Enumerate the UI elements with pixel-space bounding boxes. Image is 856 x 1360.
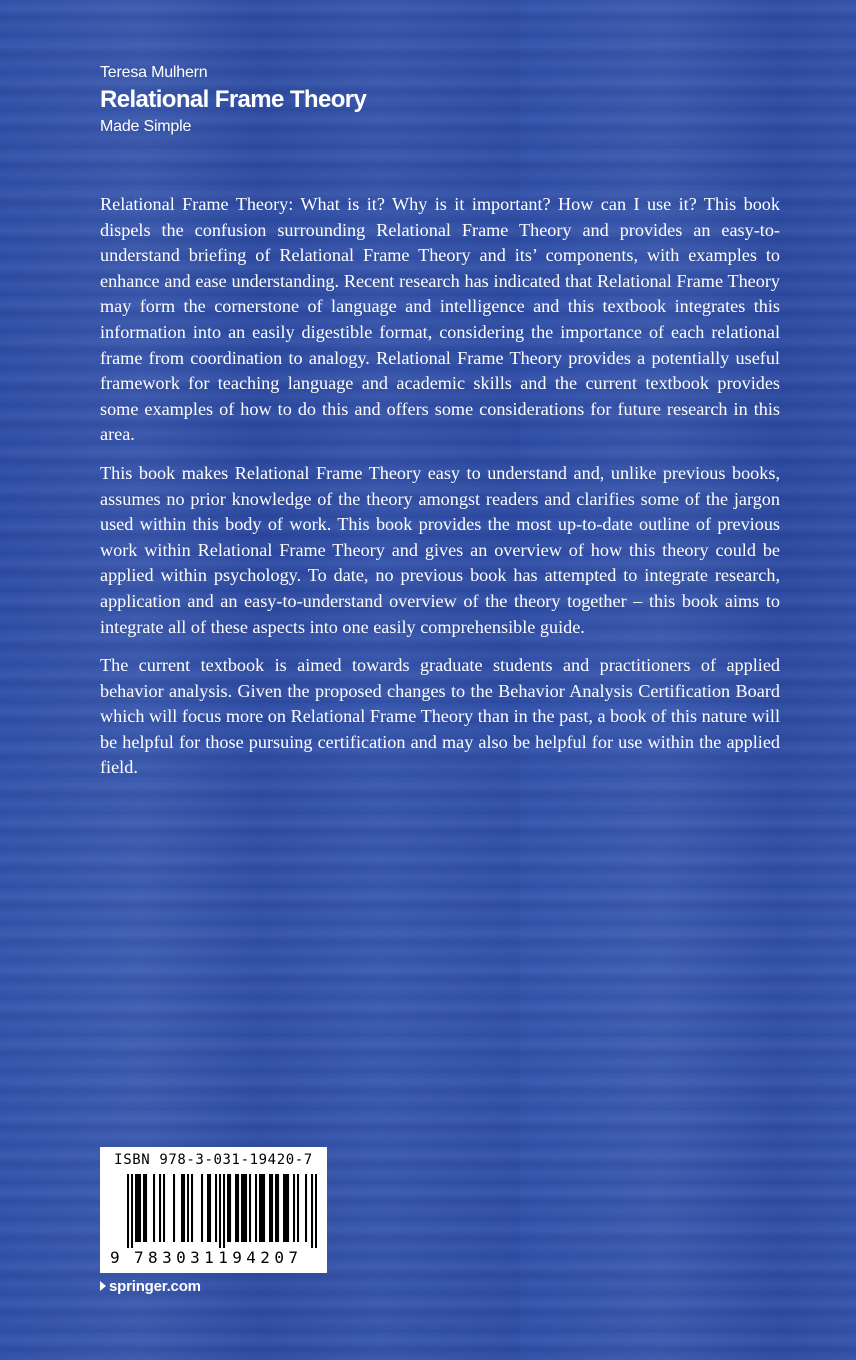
isbn-label: ISBN 978-3-031-19420-7: [114, 1152, 313, 1168]
barcode-bar: [187, 1174, 189, 1242]
barcode-bar: [223, 1174, 225, 1248]
barcode-bar: [229, 1174, 231, 1242]
barcode-bar: [261, 1174, 263, 1242]
barcode-bar: [145, 1174, 147, 1242]
barcode-first-digit: 9: [110, 1248, 120, 1267]
barcode-bar: [131, 1174, 133, 1248]
triangle-arrow-icon: [100, 1281, 106, 1291]
barcode-image: [127, 1174, 317, 1248]
barcode-bar: [201, 1174, 203, 1242]
barcode-bar: [139, 1174, 141, 1242]
barcode-bar: [173, 1174, 175, 1242]
blurb-paragraph: The current textbook is aimed towards graduate students and practitioners of applied behavior analysis. Given the proposed changes to the Behavior Analysis Certification Board which will focus more on Relational Frame Theory than in the past, a book of this nature will be helpful for those pursuing certification and may also be helpful for use within the applied field.: [100, 655, 780, 778]
barcode-bar: [181, 1174, 183, 1242]
barcode-bar: [237, 1174, 239, 1242]
back-cover-blurb: [100, 192, 780, 794]
barcode-bar: [271, 1174, 273, 1242]
barcode-bar: [293, 1174, 295, 1242]
book-subtitle: Made Simple: [100, 118, 192, 135]
barcode-bar: [143, 1174, 145, 1242]
barcode-bar: [297, 1174, 299, 1242]
barcode-bar: [219, 1174, 221, 1248]
barcode-bar: [153, 1174, 155, 1242]
barcode-bar: [215, 1174, 217, 1242]
barcode-bar: [315, 1174, 317, 1248]
barcode-bar: [283, 1174, 285, 1242]
barcode-bar: [183, 1174, 185, 1242]
blurb-paragraph: This book makes Relational Frame Theory easy to understand and, unlike previous books, assumes no prior knowledge of the theory amongst readers and clarifies some of the jargon used within this body of work. This book provides the most up-to-date outline of previous work within Relational Frame Theory and gives an overview of how this theory could be applied within psychology. To date, no previous book has attempted to integrate research, application and an easy-to-understand overview of the theory together – this book aims to integrate all of these aspects into one easily comprehensible guide.: [100, 462, 780, 637]
barcode-bar: [207, 1174, 209, 1242]
barcode-bar: [275, 1174, 277, 1242]
barcode-bar: [287, 1174, 289, 1242]
barcode-bar: [135, 1174, 137, 1242]
barcode-bar: [311, 1174, 313, 1248]
barcode-bar: [163, 1174, 165, 1242]
blurb-paragraph: Relational Frame Theory: What is it? Why is it important? How can I use it? This book dispels the confusion surrounding Relational Frame Theory and provides an easy-to-understand briefing of Relational Frame Theory and its’ components, with examples to enhance and ease understanding. Recent research has indicated that Relational Frame Theory may form the cornerstone of language and intelligence and this textbook integrates this information into an easily digestible format, considering the importance of each relational frame from coordination to analogy. Relational Frame Theory provides a potentially useful framework for teaching language and academic skills and the current textbook provides some examples of how to do this and offers some considerations for future research in this area.: [100, 194, 780, 445]
barcode-bar: [159, 1174, 161, 1242]
barcode-bar: [277, 1174, 279, 1242]
isbn-barcode-box: [100, 1147, 327, 1273]
book-title: Relational Frame Theory: [100, 86, 367, 113]
barcode-bar: [263, 1174, 265, 1242]
cover-header: [100, 62, 760, 138]
barcode-bar: [259, 1174, 261, 1242]
publisher-url: springer.com: [109, 1278, 201, 1295]
barcode-bar: [249, 1174, 251, 1242]
barcode-bar: [235, 1174, 237, 1242]
barcode-bar: [227, 1174, 229, 1242]
barcode-digit-group: 783031194207: [134, 1248, 303, 1267]
publisher-link[interactable]: [100, 1277, 201, 1297]
barcode-bar: [243, 1174, 245, 1242]
barcode-bar: [285, 1174, 287, 1242]
barcode-bar: [191, 1174, 193, 1242]
barcode-bar: [127, 1174, 129, 1248]
barcode-bar: [209, 1174, 211, 1242]
barcode-bar: [241, 1174, 243, 1242]
barcode-bar: [137, 1174, 139, 1242]
barcode-bar: [269, 1174, 271, 1242]
barcode-bar: [305, 1174, 307, 1242]
author-name: Teresa Mulhern: [100, 64, 208, 81]
barcode-bar: [245, 1174, 247, 1242]
barcode-bar: [255, 1174, 257, 1242]
